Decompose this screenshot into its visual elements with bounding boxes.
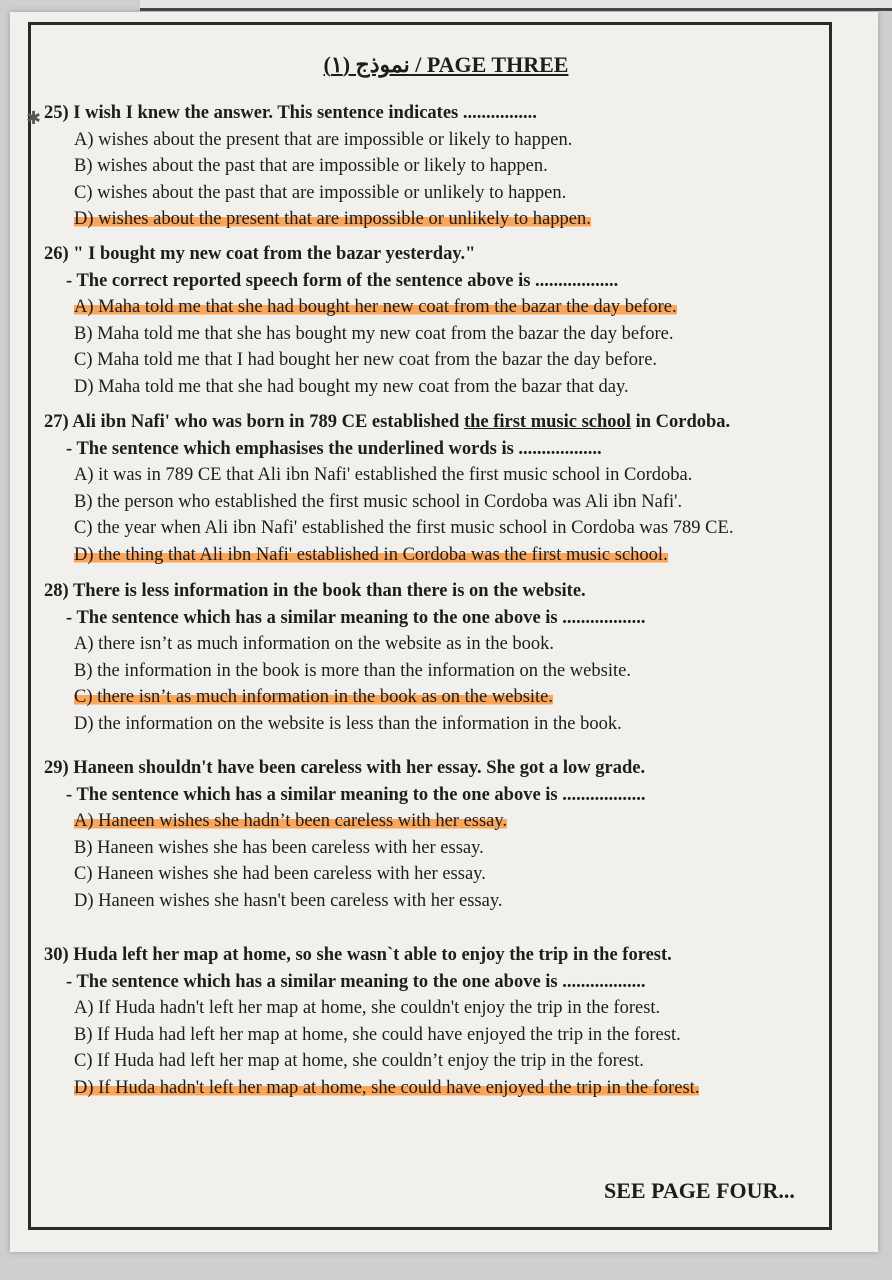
next-sheet-edge xyxy=(140,0,892,11)
option-d-highlighted[interactable]: D) the thing that Ali ibn Nafi' established in Cordoba was the first music school. xyxy=(74,544,668,565)
page-title: (١) نموذج / PAGE THREE xyxy=(323,52,569,77)
underlined-words: the first music school xyxy=(463,412,631,432)
question-28 xyxy=(44,578,834,737)
question-stem: 30) Huda left her map at home, so she wasn`t able to enjoy the trip in the forest. xyxy=(44,945,672,965)
question-25 xyxy=(44,100,834,233)
option-c-highlighted[interactable]: C) there isn’t as much information in the book as on the website. xyxy=(74,687,554,707)
option-d-highlighted[interactable]: D) wishes about the present that are impossible or unlikely to happen. xyxy=(74,209,591,229)
option-a-highlighted[interactable]: A) Maha told me that she had bought her new coat from the bazar the day before. xyxy=(74,297,677,317)
option-a[interactable]: A) there isn’t as much information on the website as in the book. xyxy=(74,634,555,654)
question-26 xyxy=(44,241,834,400)
question-27 xyxy=(44,409,834,568)
option-b[interactable]: B) Haneen wishes she has been careless with her essay. xyxy=(74,837,484,858)
option-b[interactable]: B) the information in the book is more than the information on the website. xyxy=(74,660,631,681)
option-c[interactable]: C) wishes about the past that are impossible or unlikely to happen. xyxy=(74,182,567,203)
question-instruction: - The sentence which has a similar meaning to the one above is .................. xyxy=(66,971,646,992)
question-30 xyxy=(44,942,834,1101)
see-next-page-note: SEE PAGE FOUR... xyxy=(604,1178,795,1203)
option-a[interactable]: A) If Huda hadn't left her map at home, she couldn't enjoy the trip in the forest. xyxy=(74,998,661,1018)
question-stem: 29) Haneen shouldn't have been careless with her essay. She got a low grade. xyxy=(44,758,646,778)
option-b[interactable]: B) If Huda had left her map at home, she could have enjoyed the trip in the forest. xyxy=(74,1024,681,1045)
question-stem: 27) Ali ibn Nafi' who was born in 789 CE established the first music school in Cordoba. xyxy=(44,412,731,432)
option-a[interactable]: A) it was in 789 CE that Ali ibn Nafi' established the first music school in Cordoba. xyxy=(74,465,693,485)
question-stem: 25) I wish I knew the answer. This sentence indicates ................ xyxy=(44,103,537,123)
option-c[interactable]: C) Maha told me that I had bought her new coat from the bazar the day before. xyxy=(74,350,658,370)
option-d[interactable]: D) Haneen wishes she hasn't been careless with her essay. xyxy=(74,890,503,911)
pencil-mark-icon: ✱ xyxy=(26,108,42,128)
option-c[interactable]: C) Haneen wishes she had been careless with her essay. xyxy=(74,864,486,884)
question-stem: 26) " I bought my new coat from the bazar yesterday." xyxy=(44,244,476,264)
option-b[interactable]: B) Maha told me that she has bought my new coat from the bazar the day before. xyxy=(74,323,674,344)
option-d-highlighted[interactable]: D) If Huda hadn't left her map at home, she could have enjoyed the trip in the forest. xyxy=(74,1077,700,1098)
question-instruction: - The sentence which emphasises the underlined words is .................. xyxy=(66,438,602,459)
question-29 xyxy=(44,755,834,914)
option-b[interactable]: B) the person who established the first music school in Cordoba was Ali ibn Nafi'. xyxy=(74,491,683,512)
option-d[interactable]: D) the information on the website is less than the information in the book. xyxy=(74,713,622,734)
option-b[interactable]: B) wishes about the past that are impossible or likely to happen. xyxy=(74,156,548,176)
option-c[interactable]: C) If Huda had left her map at home, she couldn’t enjoy the trip in the forest. xyxy=(74,1051,644,1071)
question-instruction: - The sentence which has a similar meaning to the one above is .................. xyxy=(66,607,646,628)
option-a[interactable]: A) wishes about the present that are impossible or likely to happen. xyxy=(74,129,573,150)
option-a-highlighted[interactable]: A) Haneen wishes she hadn’t been careless with her essay. xyxy=(74,811,508,831)
question-instruction: - The sentence which has a similar meaning to the one above is .................. xyxy=(66,784,646,805)
option-c[interactable]: C) the year when Ali ibn Nafi' established the first music school in Cordoba was 789 CE. xyxy=(74,518,734,538)
option-d[interactable]: D) Maha told me that she had bought my new coat from the bazar that day. xyxy=(74,376,629,397)
question-instruction: - The correct reported speech form of the sentence above is .................. xyxy=(66,270,619,291)
question-stem: 28) There is less information in the book than there is on the website. xyxy=(44,581,586,601)
